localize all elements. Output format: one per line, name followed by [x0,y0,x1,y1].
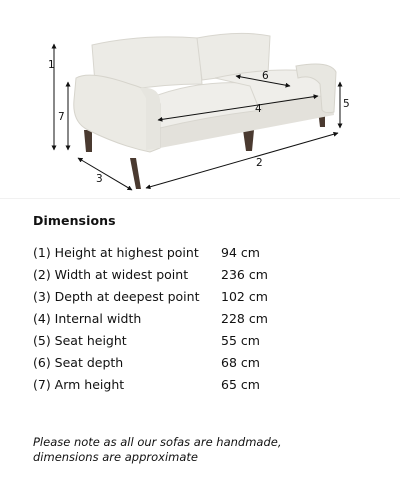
dimension-label-4: 4 [255,103,262,115]
handmade-disclaimer: Please note as all our sofas are handmade, dimensions are approximate [33,435,282,464]
sofa-leg-front-middle [243,130,254,151]
dimension-line-3 [78,158,132,190]
section-divider [0,198,400,199]
dimension-row-value: 65 cm [221,377,260,392]
sofa-illustration [74,33,336,189]
dimension-row-label: (6) Seat depth [33,355,124,370]
dimension-row-depth [33,287,373,309]
dimension-row-label: (1) Height at highest point [33,245,199,260]
dimension-row-seat-height [33,331,373,353]
dimension-row-label: (7) Arm height [33,377,125,392]
sofa-leg-front-left [130,158,141,189]
dimension-row-value: 68 cm [221,355,260,370]
dimension-row-value: 94 cm [221,245,260,260]
dimension-row-value: 236 cm [221,267,268,282]
dimension-label-1: 1 [48,59,55,71]
dimension-row-height [33,243,373,265]
dimension-row-arm-height [33,375,373,397]
dimension-row-width [33,265,373,287]
dimension-row-value: 228 cm [221,311,268,326]
dimension-label-5: 5 [343,98,350,110]
dimensions-list [33,243,373,397]
dimension-row-label: (4) Internal width [33,311,142,326]
dimension-label-7: 7 [58,111,65,123]
dimension-label-6: 6 [262,70,269,82]
dimension-row-seat-depth [33,353,373,375]
dimension-row-value: 55 cm [221,333,260,348]
sofa-dimension-diagram [0,0,400,200]
dimension-row-internal-width [33,309,373,331]
dimension-label-3: 3 [96,173,103,185]
sofa-leg-back-left [84,130,92,152]
dimension-row-label: (2) Width at widest point [33,267,189,282]
dimension-row-value: 102 cm [221,289,268,304]
dimension-row-label: (5) Seat height [33,333,127,348]
dimension-row-label: (3) Depth at deepest point [33,289,200,304]
dimensions-heading: Dimensions [33,213,116,228]
dimension-label-2: 2 [256,157,263,169]
